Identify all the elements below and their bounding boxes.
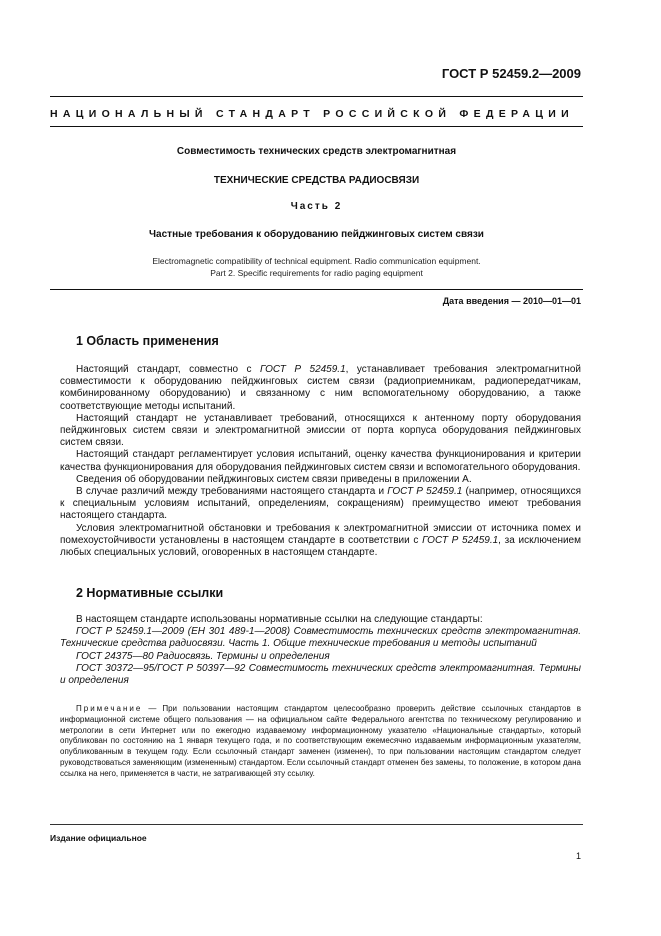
reference: ГОСТ Р 52459.1 xyxy=(260,364,346,375)
paragraph xyxy=(60,486,581,523)
footer-rule xyxy=(50,824,583,825)
title-part: Часть 2 xyxy=(290,201,343,212)
text: Условия электромагнитной обстановки и требования к электромагнитной эмиссии от источника помех и помехоустойчивости установлены в настоящем стандарте в соответствии с xyxy=(60,522,581,546)
official-edition-label: Издание официальное xyxy=(50,833,147,843)
title-line-3: Частные требования к оборудованию пейджинговых систем связи xyxy=(149,229,484,240)
introduction-date: Дата введения — 2010—01—01 xyxy=(442,296,581,306)
reference-entry: ГОСТ 24375—80 Радиосвязь. Термины и определения xyxy=(76,650,330,662)
section-2-body xyxy=(60,614,581,687)
paragraph: Настоящий стандарт регламентирует условия испытаний, оценку качества функционирования и критерии качества функционирования для оборудования пейджинговых систем связи и вспомогательного оборудования. xyxy=(60,449,581,473)
paragraph xyxy=(60,364,581,413)
english-title-1: Electromagnetic compatibility of technical equipment. Radio communication equipment. xyxy=(152,256,481,266)
text: В случае различий между требованиями настоящего стандарта и xyxy=(76,486,388,498)
paragraph xyxy=(60,523,581,560)
paragraph: В настоящем стандарте использованы нормативные ссылки на следующие стандарты: xyxy=(76,614,483,625)
title-rule xyxy=(50,289,583,290)
note-label: Примечание xyxy=(76,704,143,713)
note xyxy=(60,704,581,780)
page-number: 1 xyxy=(575,851,581,861)
title-line-1: Совместимость технических средств электромагнитная xyxy=(176,146,457,157)
paragraph: Настоящий стандарт не устанавливает требований, относящихся к антенному порту оборудования пейджинговых систем связи и электромагнитной эмиссии от порта корпуса оборудования пейджинговых систем связи. xyxy=(60,412,581,449)
national-standard-banner: НАЦИОНАЛЬНЫЙ СТАНДАРТ РОССИЙСКОЙ ФЕДЕРАЦИИ xyxy=(50,108,574,120)
paragraph: Сведения об оборудовании пейджинговых систем связи приведены в приложении А. xyxy=(76,473,472,485)
header-rule-top xyxy=(50,96,583,97)
text: , за исключением любых специальных условий, оговоренных в настоящем стандарте. xyxy=(60,534,581,559)
standard-code: ГОСТ Р 52459.2—2009 xyxy=(441,66,581,81)
note-text: — При пользовании настоящим стандартом целесообразно проверить действие ссылочных стандартов в информационной системе общего пользования — на официальном сайте Федерального агентства по техническому регулированию и метрологии в сети Интернет или по ежегодно издаваемому информационному указателю «Национальные стандарты», который опубликован по состоянию на 1 января текущего года, и по соответствующим ежемесячно издаваемым информационным указателям, опубликованным в текущем году. Если ссылочный стандарт заменен (изменен), то при пользовании настоящим стандартом следует руководствоваться заменяющим (измененным) стандартом. Если ссылочный стандарт отменен без замены, то положение, в котором дана ссылка на него, применяется в части, не затрагивающей эту ссылку. xyxy=(60,704,581,778)
reference: ГОСТ Р 52459.1 xyxy=(387,486,463,498)
english-title-2: Part 2. Specific requirements for radio paging equipment xyxy=(210,268,423,278)
section-1-heading: 1 Область применения xyxy=(76,334,219,348)
section-2-heading: 2 Нормативные ссылки xyxy=(76,586,224,600)
reference: ГОСТ Р 52459.1 xyxy=(422,534,499,546)
note-paragraph xyxy=(60,704,581,780)
text: , устанавливает требования электромагнитной совместимости к оборудованию пейджинговых систем связи (радиоприемникам, радиопередатчикам, комбинированному оборудованию) и связанному с ним вспомогательному оборудованию, а также соответствующие методы испытаний. xyxy=(60,364,581,412)
header-rule-bottom xyxy=(50,126,583,127)
text: (например, относящихся к специальным условиям испытаний, определениям, сокращениям) преимущество имеют требования настоящего стандарта. xyxy=(60,486,581,522)
text: Настоящий стандарт, совместно с xyxy=(76,364,261,375)
title-line-2: ТЕХНИЧЕСКИЕ СРЕДСТВА РАДИОСВЯЗИ xyxy=(213,175,420,186)
reference-entry: ГОСТ 30372—95/ГОСТ Р 50397—92 Совместимость технических средств электромагнитная. Термины и определения xyxy=(60,662,581,687)
section-1-body xyxy=(60,364,581,559)
reference-entry: ГОСТ Р 52459.1—2009 (ЕН 301 489-1—2008) Совместимость технических средств электромагнитная. Технические средства радиосвязи. Часть 1. Общие технические требования и методы испытаний xyxy=(60,626,581,650)
